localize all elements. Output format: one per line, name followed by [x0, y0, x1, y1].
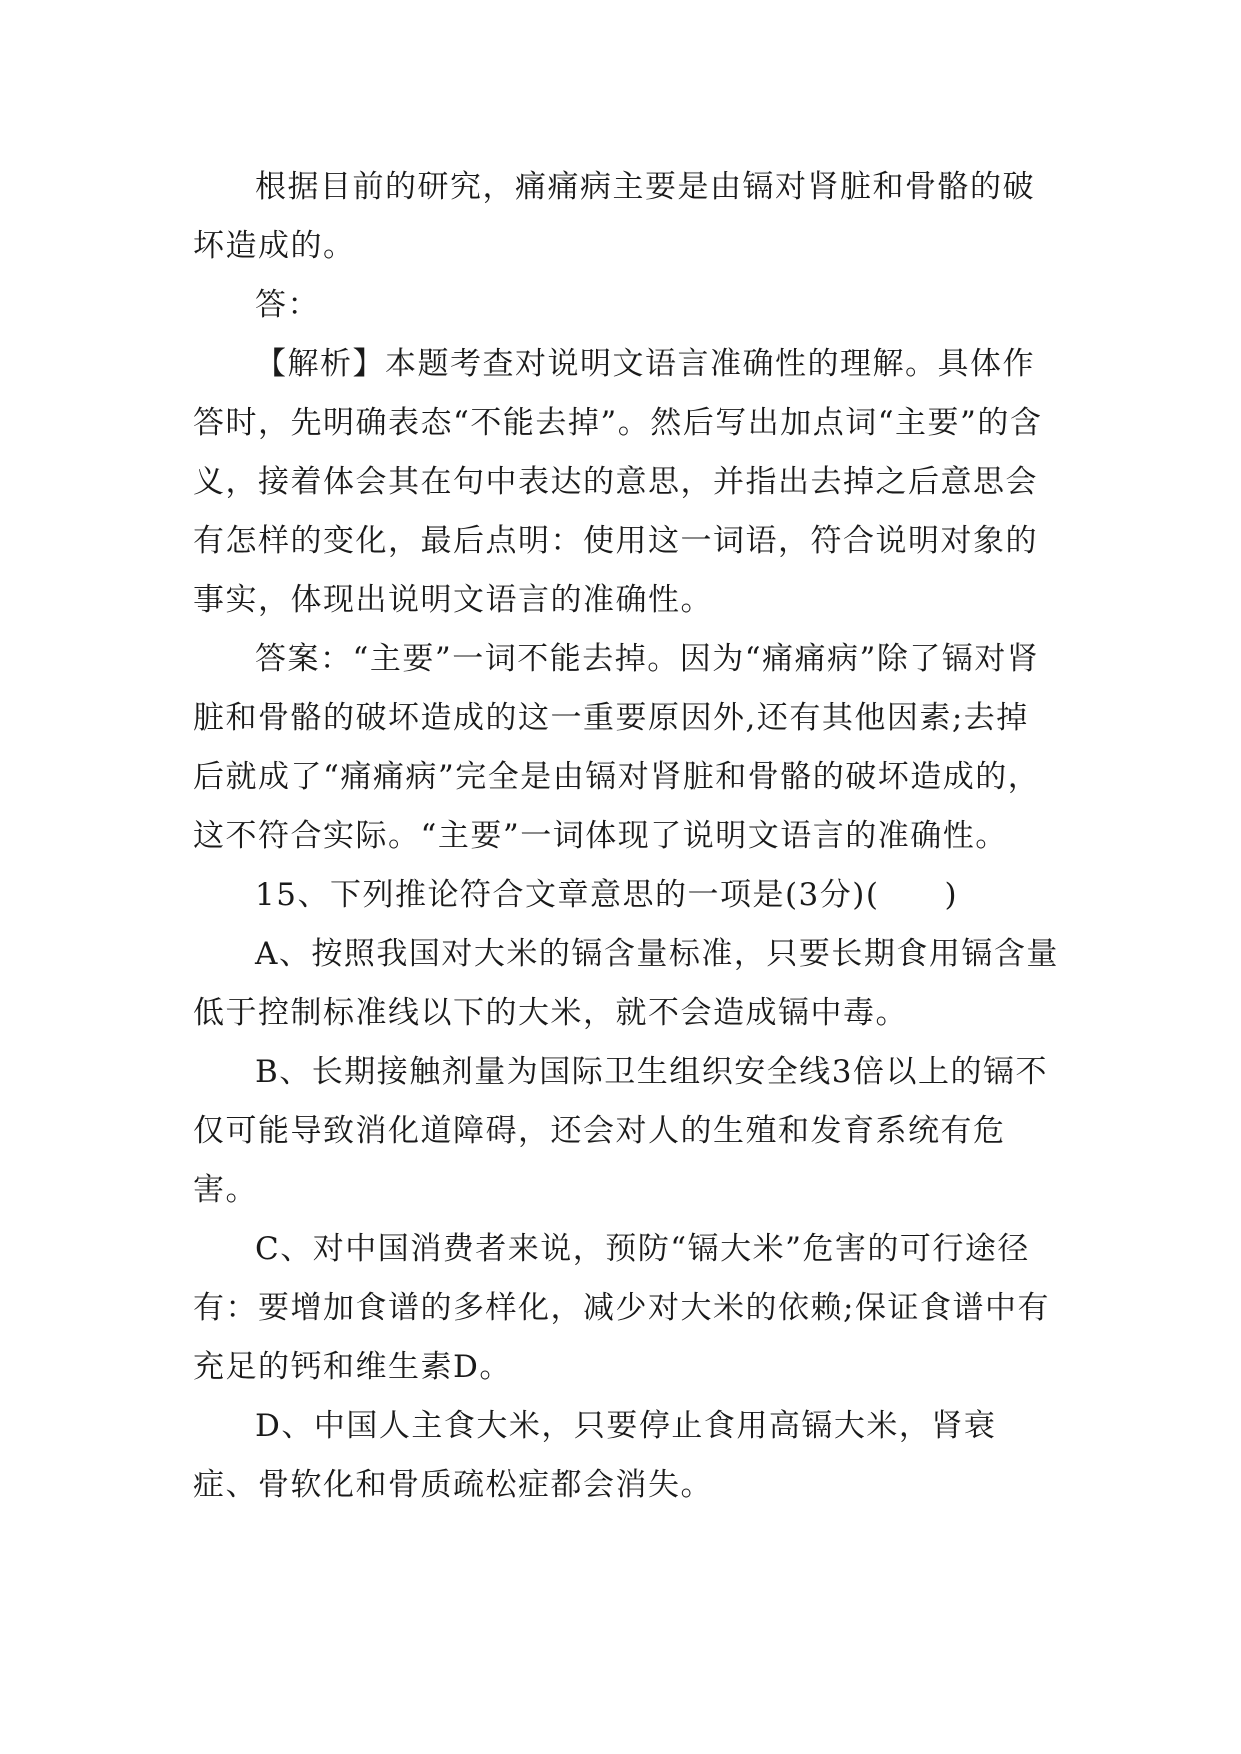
option-b: B、长期接触剂量为国际卫生组织安全线3倍以上的镉不仅可能导致消化道障碍，还会对人的生殖和发育系统有危害。	[193, 1054, 1049, 1208]
option-d: D、中国人主食大米，只要停止食用高镉大米，肾衰症、骨软化和骨质疏松症都会消失。	[193, 1408, 997, 1503]
question-15: 15、下列推论符合文章意思的一项是(3分)( )	[255, 877, 959, 913]
paragraph-answer: 答案：“主要”一词不能去掉。因为“痛痛病”除了镉对肾脏和骨骼的破坏造成的这一重要原因外,还有其他因素;去掉后就成了“痛痛病”完全是由镉对肾脏和骨骼的破坏造成的，这不符合实际。“主要”一词体现了说明文语言的准确性。	[193, 641, 1041, 854]
paragraph-research-conclusion: 根据目前的研究，痛痛病主要是由镉对肾脏和骨骼的破坏造成的。	[193, 169, 1035, 264]
paragraph-analysis: 【解析】本题考查对说明文语言准确性的理解。具体作答时，先明确表态“不能去掉”。然后写出加点词“主要”的含义，接着体会其在句中表达的意思，并指出去掉之后意思会有怎样的变化，最后点明：使用这一词语，符合说明对象的事实，体现出说明文语言的准确性。	[193, 346, 1043, 618]
option-a: A、按照我国对大米的镉含量标准，只要长期食用镉含量低于控制标准线以下的大米，就不会造成镉中毒。	[193, 936, 1059, 1031]
paragraph-answer-label: 答：	[255, 287, 320, 323]
document-body	[193, 158, 1061, 1515]
option-c: C、对中国消费者来说，预防“镉大米”危害的可行途径有：要增加食谱的多样化，减少对大米的依赖;保证食谱中有充足的钙和维生素D。	[193, 1231, 1050, 1385]
